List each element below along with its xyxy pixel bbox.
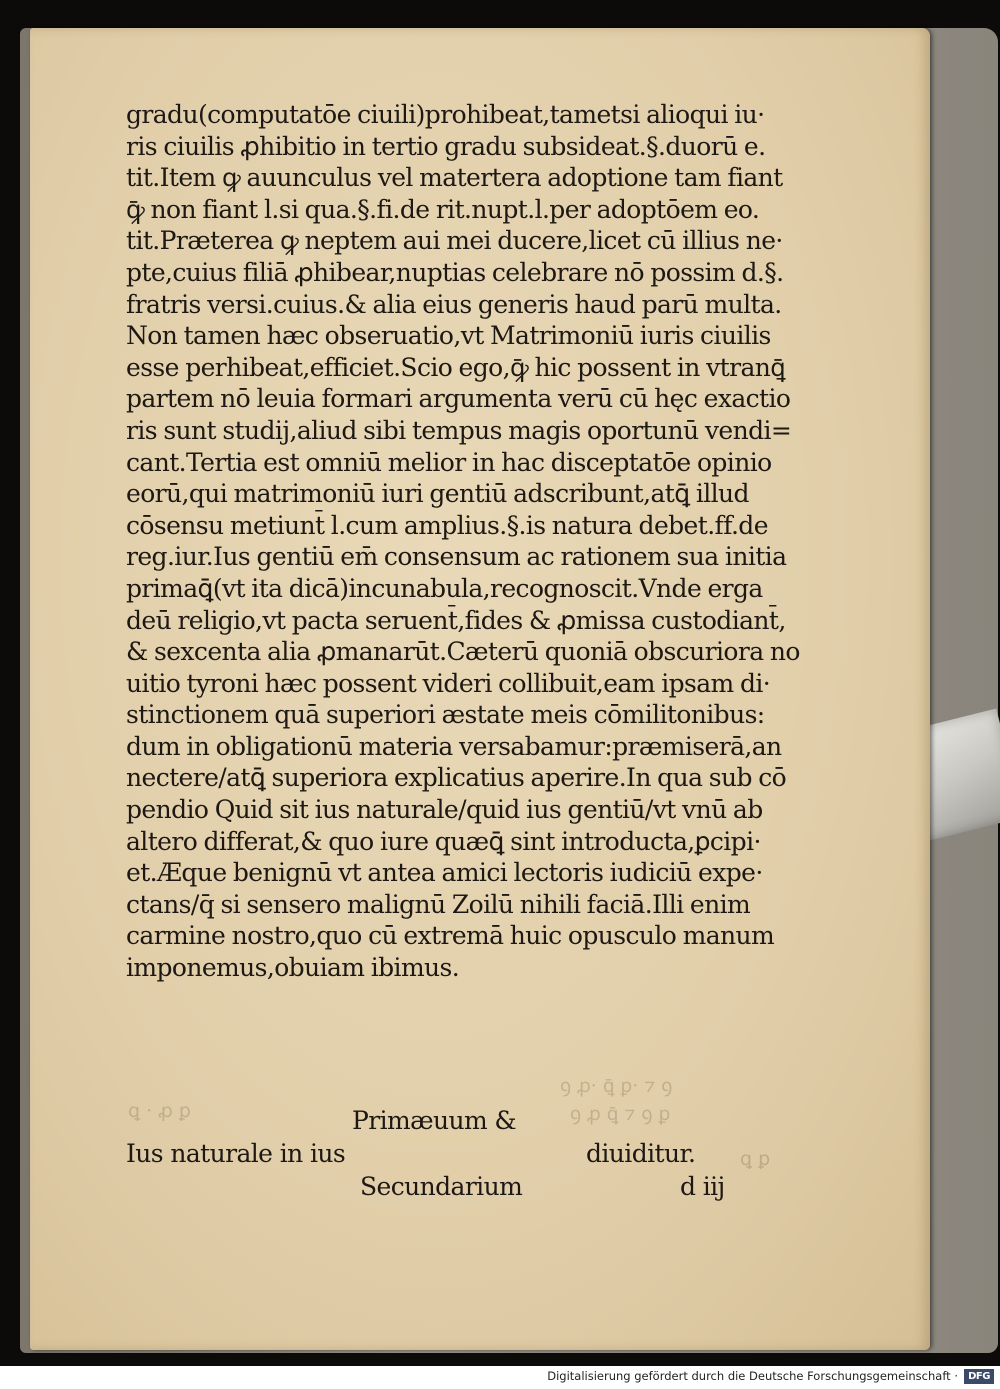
text-line: eorū,qui matrimoniū iuri gentiū adscribunt,atꝗ̄ illud bbox=[126, 479, 749, 509]
text-line: partem nō leuia formari argumenta verū cū hęc exactio bbox=[126, 384, 791, 414]
text-line: ris ciuilis ꝓhibitio in tertio gradu subsideat.§.duorū e. bbox=[126, 131, 766, 161]
text-line: carmine nostro,quo cū extremā huic opusculo manum bbox=[126, 921, 775, 951]
division-left-term: Ius naturale in ius bbox=[126, 1139, 346, 1168]
show-through-text: ꝗ · ꝓ ꝑ bbox=[128, 1100, 191, 1122]
footer-bar bbox=[0, 1366, 1000, 1389]
signature-mark: d iij bbox=[680, 1172, 725, 1201]
text-line: primaꝗ̄(vt ita dicā)incunabula,recognoscit.Vnde erga bbox=[126, 573, 763, 603]
text-line: Non tamen hæc obseruatio,vt Matrimoniū iuris ciuilis bbox=[126, 321, 771, 351]
text-line: imponemus,obuiam ibimus. bbox=[126, 953, 460, 983]
text-line: uitio tyroni hæc possent videri collibuit,eam ipsam di· bbox=[126, 668, 771, 698]
text-line: & sexcenta alia ꝓmanarūt.Cæterū quoniā obscuriora no bbox=[126, 637, 800, 667]
text-line: pendio Quid sit ius naturale/quid ius gentiū/vt vnū ab bbox=[126, 795, 763, 825]
text-line: ris sunt studij,aliud sibi tempus magis oportunū vendi= bbox=[126, 415, 792, 445]
text-line: stinctionem quā superiori æstate meis cōmilitonibus: bbox=[126, 700, 765, 730]
text-line: ctans/q̄ si sensero malignū Zoilū nihili faciā.Illi enim bbox=[126, 889, 751, 919]
show-through-text: ꝯ ꝓ ꝗ̄ ⁊ ꝯ ꝑ bbox=[570, 1103, 671, 1125]
text-line: deū religio,vt pacta seruent̄,fides & ꝓmissa custodiant̄, bbox=[126, 605, 786, 635]
text-line: fratris versi.cuius.& alia eius generis haud parū multa. bbox=[126, 289, 782, 319]
show-through-text: ꝯ ꝓ· ꝗ̄ ꝑ· ⁊ ꝯ bbox=[560, 1075, 673, 1097]
text-line: pte,cuius filiā ꝓhibear,nuptias celebrare nō possim d.§. bbox=[126, 257, 784, 287]
text-line: nectere/atꝗ̄ superiora explicatius aperire.In qua sub cō bbox=[126, 763, 787, 793]
text-line: gradu(computatōe ciuili)prohibeat,tametsi alioqui iu· bbox=[126, 100, 765, 129]
text-line: dum in obligationū materia versabamur:præmiserā,an bbox=[126, 731, 782, 761]
dfg-logo-icon: DFG bbox=[964, 1369, 994, 1384]
funding-credit: Digitalisierung gefördert durch die Deutsche Forschungsgemeinschaft · bbox=[547, 1369, 958, 1383]
text-line: cōsensu metiunt̄ l.cum amplius.§.is natura debet.ff.de bbox=[126, 510, 768, 540]
text-line: altero differat,& quo iure quæꝗ̄ sint introducta,ꝑcipi· bbox=[126, 826, 761, 856]
text-line: esse perhibeat,efficiet.Scio ego,ꝙ̄ hic possent in vtranꝗ̄ bbox=[126, 352, 786, 382]
division-right-term: diuiditur. bbox=[586, 1139, 696, 1168]
show-through-text: ꝗ ꝑ bbox=[740, 1148, 771, 1170]
division-lower-term: Secundarium bbox=[360, 1172, 523, 1201]
text-line: tit.Præterea ꝙ neptem aui mei ducere,licet cū illius ne· bbox=[126, 226, 783, 256]
text-line: ꝙ̄ non fiant l.si qua.§.fi.de rit.nupt.l.per adoptōem eo. bbox=[126, 194, 760, 224]
page-body-text bbox=[126, 99, 826, 984]
text-line: reg.iur.Ius gentiū em̄ consensum ac rationem sua initia bbox=[126, 542, 787, 572]
text-line: tit.Item ꝙ auunculus vel matertera adoptione tam fiant bbox=[126, 163, 783, 193]
division-upper-term: Primæuum & bbox=[352, 1106, 517, 1135]
text-line: cant.Tertia est omniū melior in hac disceptatōe opinio bbox=[126, 447, 772, 477]
text-line: et.Æque benignū vt antea amici lectoris iudiciū expe· bbox=[126, 858, 763, 888]
